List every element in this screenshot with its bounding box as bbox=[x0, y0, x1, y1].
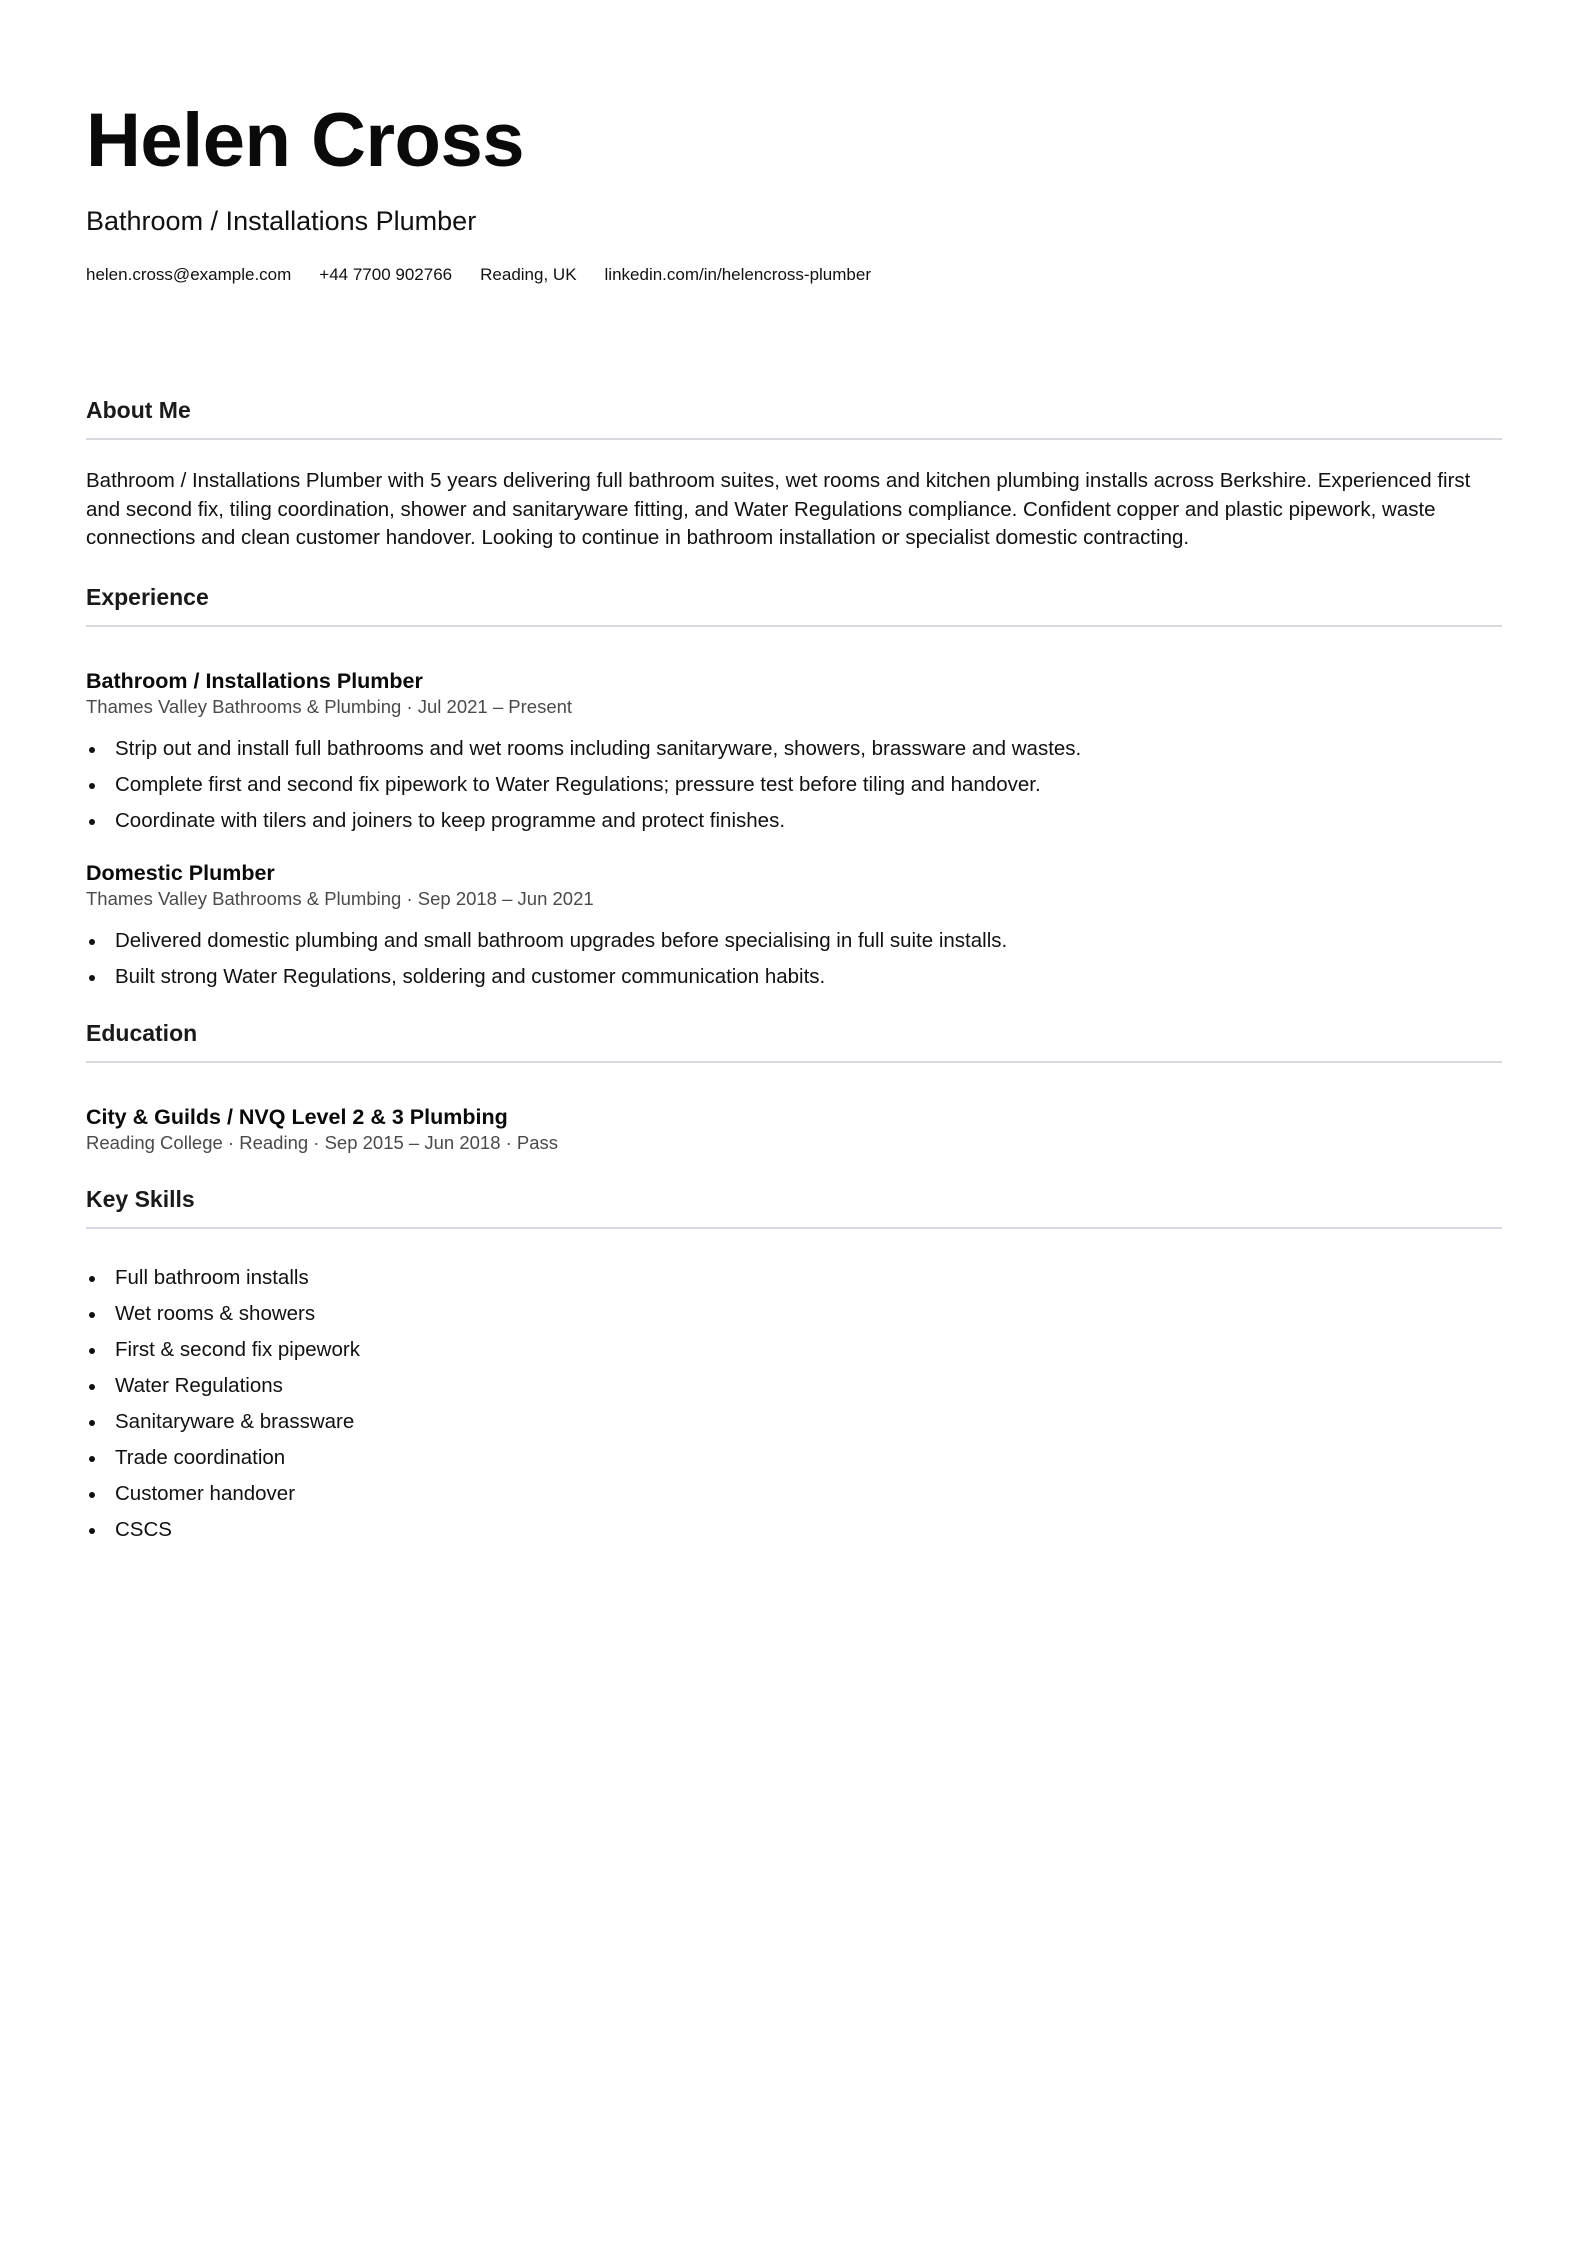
bullet-dot-icon bbox=[89, 975, 95, 981]
job-meta: Thames Valley Bathrooms & Plumbing · Sep 2018 – Jun 2021 bbox=[86, 887, 594, 909]
skill-text: CSCS bbox=[115, 1517, 172, 1541]
job-bullet-text: Complete first and second fix pipework to Water Regulations; pressure test before tiling and handover. bbox=[115, 772, 1041, 796]
job-bullet-text: Delivered domestic plumbing and small bathroom upgrades before specialising in full suite installs. bbox=[115, 928, 1008, 952]
job-entry bbox=[86, 667, 1502, 834]
job-bullet bbox=[86, 736, 1502, 762]
education-title: City & Guilds / NVQ Level 2 & 3 Plumbing bbox=[86, 1104, 508, 1129]
bullet-dot-icon bbox=[89, 1456, 95, 1462]
about-section bbox=[86, 395, 1502, 553]
job-meta: Thames Valley Bathrooms & Plumbing · Jul 2021 – Present bbox=[86, 695, 573, 717]
bullet-dot-icon bbox=[89, 819, 95, 825]
bullet-dot-icon bbox=[89, 939, 95, 945]
job-bullet-text: Coordinate with tilers and joiners to keep programme and protect finishes. bbox=[115, 808, 786, 832]
bullet-dot-icon bbox=[89, 1528, 95, 1534]
job-bullets bbox=[86, 736, 1502, 834]
candidate-name: Helen Cross bbox=[86, 98, 524, 183]
section-title-skills: Key Skills bbox=[86, 1184, 1502, 1229]
job-title: Bathroom / Installations Plumber bbox=[86, 668, 423, 693]
job-bullet-text: Built strong Water Regulations, soldering and customer communication habits. bbox=[115, 964, 826, 988]
experience-section bbox=[86, 582, 1502, 990]
job-bullet bbox=[86, 964, 1502, 990]
skill-text: First & second fix pipework bbox=[115, 1337, 360, 1361]
skills-list bbox=[86, 1265, 1502, 1543]
candidate-role: Bathroom / Installations Plumber bbox=[86, 206, 477, 236]
job-title: Domestic Plumber bbox=[86, 860, 275, 885]
skill-text: Customer handover bbox=[115, 1481, 296, 1505]
bullet-dot-icon bbox=[89, 783, 95, 789]
skill-text: Wet rooms & showers bbox=[115, 1301, 316, 1325]
bullet-dot-icon bbox=[89, 1492, 95, 1498]
skill-item bbox=[86, 1409, 1502, 1435]
bullet-dot-icon bbox=[89, 1312, 95, 1318]
skill-item bbox=[86, 1301, 1502, 1327]
resume-header bbox=[86, 96, 1502, 286]
skill-item bbox=[86, 1517, 1502, 1543]
education-meta: Reading College · Reading · Sep 2015 – Jun 2018 · Pass bbox=[86, 1131, 559, 1153]
skill-item bbox=[86, 1481, 1502, 1507]
contact-email[interactable]: helen.cross@example.com bbox=[86, 265, 292, 284]
skill-text: Trade coordination bbox=[115, 1445, 286, 1469]
section-title-education: Education bbox=[86, 1018, 1502, 1063]
contact-linkedin[interactable]: linkedin.com/in/helencross-plumber bbox=[604, 265, 871, 284]
bullet-dot-icon bbox=[89, 1384, 95, 1390]
job-bullet-text: Strip out and install full bathrooms and wet rooms including sanitaryware, showers, brassware and wastes. bbox=[115, 736, 1082, 760]
job-bullet bbox=[86, 808, 1502, 834]
bullet-dot-icon bbox=[89, 1276, 95, 1282]
section-title-about: About Me bbox=[86, 395, 1502, 440]
skill-item bbox=[86, 1373, 1502, 1399]
about-text: Bathroom / Installations Plumber with 5 years delivering full bathroom suites, wet rooms and kitchen plumbing installs across Berkshire. Experienced first and second fix, tiling coordination, shower and sanitaryware fitting, and Water Regulations compliance. Confident copper and plastic pipework, waste connections and clean customer handover. Looking to continue in bathroom installation or specialist domestic contracting. bbox=[86, 469, 1471, 549]
contact-location: Reading, UK bbox=[480, 265, 577, 284]
skills-section bbox=[86, 1184, 1502, 1543]
contact-phone[interactable]: +44 7700 902766 bbox=[319, 265, 453, 284]
education-section bbox=[86, 1018, 1502, 1155]
bullet-dot-icon bbox=[89, 1348, 95, 1354]
skill-text: Full bathroom installs bbox=[115, 1265, 309, 1289]
job-bullet bbox=[86, 928, 1502, 954]
job-entry bbox=[86, 859, 1502, 990]
contact-line bbox=[86, 264, 1502, 286]
skill-item bbox=[86, 1337, 1502, 1363]
job-bullet bbox=[86, 772, 1502, 798]
skill-text: Sanitaryware & brassware bbox=[115, 1409, 355, 1433]
bullet-dot-icon bbox=[89, 747, 95, 753]
education-entry bbox=[86, 1103, 1502, 1155]
section-title-experience: Experience bbox=[86, 582, 1502, 627]
bullet-dot-icon bbox=[89, 1420, 95, 1426]
skill-item bbox=[86, 1265, 1502, 1291]
job-bullets bbox=[86, 928, 1502, 990]
skill-text: Water Regulations bbox=[115, 1373, 283, 1397]
skill-item bbox=[86, 1445, 1502, 1471]
